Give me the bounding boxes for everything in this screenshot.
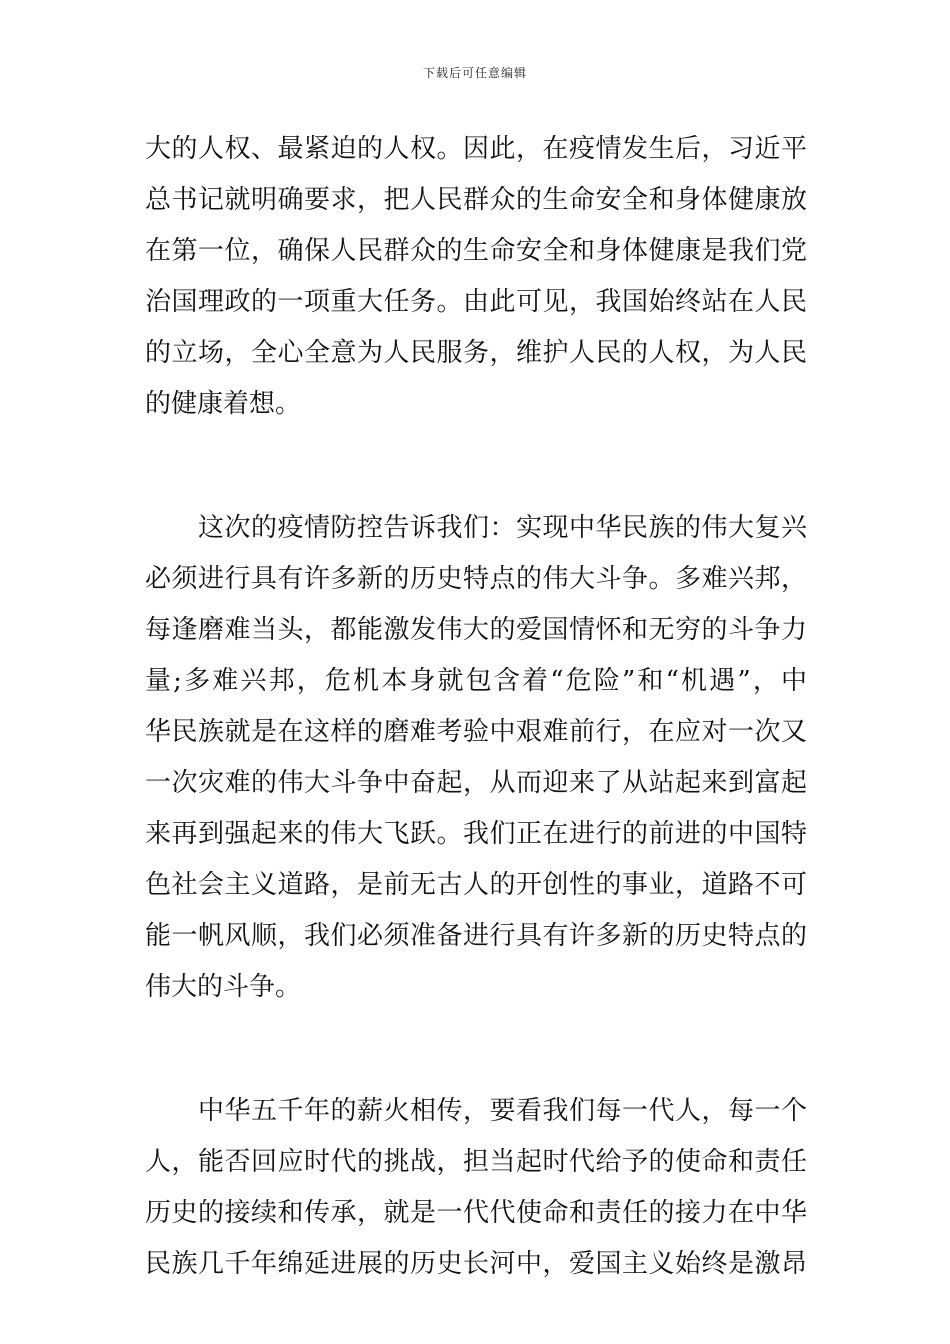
text-line: 历史的接续和传承，就是一代代使命和责任的接力在中华 [145, 1198, 807, 1228]
text-line: 的立场，全心全意为人民服务，维护人民的人权，为人民 [145, 338, 807, 368]
text-line: 色社会主义道路，是前无古人的开创性的事业，道路不可 [145, 870, 807, 900]
text-line: 量;多难兴邦，危机本身就包含着“危险”和“机遇”，中 [145, 666, 807, 696]
text-line: 一次灾难的伟大斗争中奋起，从而迎来了从站起来到富起 [145, 768, 807, 798]
paragraph-spacer [145, 1013, 807, 1086]
text-line: 这次的疫情防控告诉我们：实现中华民族的伟大复兴 [145, 513, 807, 543]
document-body [145, 124, 807, 1290]
text-line: 大的人权、最紧迫的人权。因此，在疫情发生后，习近平 [145, 134, 807, 164]
text-line: 能一帆风顺，我们必须准备进行具有许多新的历史特点的 [145, 921, 807, 951]
text-line: 必须进行具有许多新的历史特点的伟大斗争。多难兴邦， [145, 564, 807, 594]
text-line: 总书记就明确要求，把人民群众的生命安全和身体健康放 [145, 185, 807, 215]
text-line: 每逢磨难当头，都能激发伟大的爱国情怀和无穷的斗争力 [145, 615, 807, 645]
page-header: 下载后可任意编辑 [422, 66, 527, 80]
text-line: 人，能否回应时代的挑战，担当起时代给予的使命和责任 [145, 1147, 807, 1177]
text-line: 中华五千年的薪火相传，要看我们每一代人，每一个 [145, 1096, 807, 1126]
text-line: 伟大的斗争。 [145, 972, 302, 1002]
text-line: 在第一位，确保人民群众的生命安全和身体健康是我们党 [145, 236, 807, 266]
text-line: 来再到强起来的伟大飞跃。我们正在进行的前进的中国特 [145, 819, 807, 849]
text-line: 治国理政的一项重大任务。由此可见，我国始终站在人民 [145, 287, 807, 317]
paragraph-2 [145, 503, 807, 1013]
text-line: 华民族就是在这样的磨难考验中艰难前行，在应对一次又 [145, 717, 807, 747]
paragraph-3 [145, 1086, 807, 1290]
paragraph-1 [145, 124, 807, 430]
text-line: 民族几千年绵延进展的历史长河中，爱国主义始终是激昂 [145, 1249, 807, 1279]
paragraph-spacer [145, 430, 807, 503]
text-line: 的健康着想。 [145, 389, 302, 419]
